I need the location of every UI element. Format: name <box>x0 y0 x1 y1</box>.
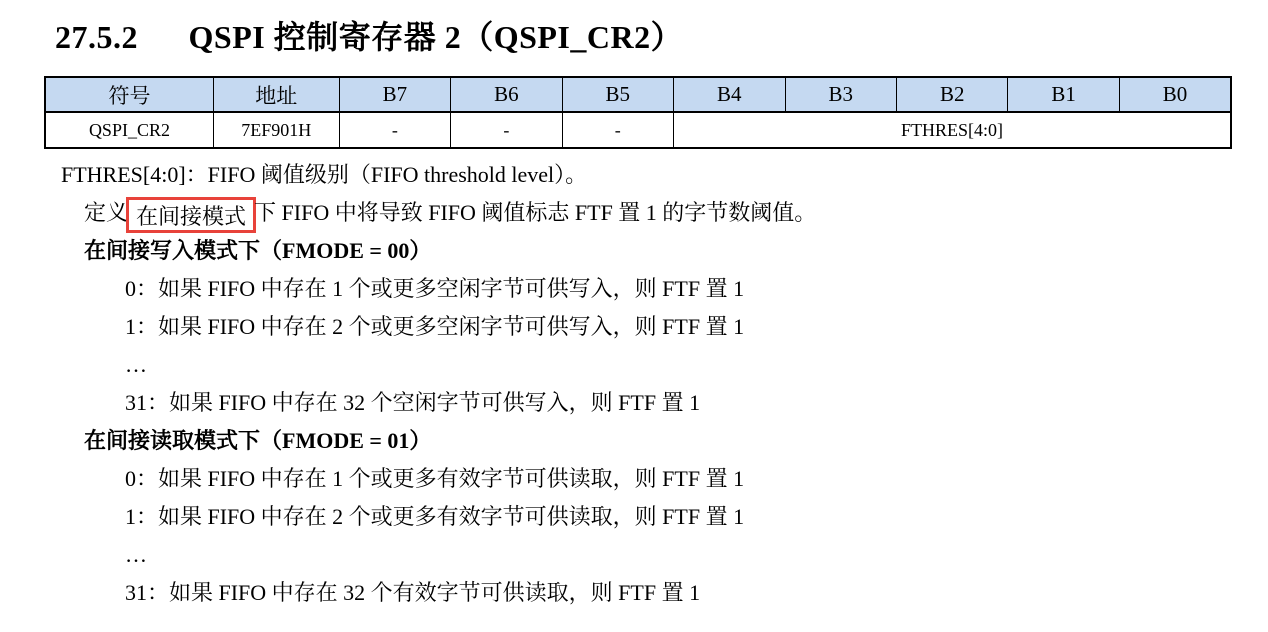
cell-b7: - <box>339 112 450 148</box>
write-mode-item: 1：如果 FIFO 中存在 2 个或更多空闲字节可供写入，则 FTF 置 1 <box>125 314 745 339</box>
read-mode-heading: 在间接读取模式下（FMODE = 01） <box>84 428 432 453</box>
section-number: 27.5.2 <box>55 19 138 55</box>
write-mode-item: 0：如果 FIFO 中存在 1 个或更多空闲字节可供写入，则 FTF 置 1 <box>125 276 745 301</box>
col-header-b0: B0 <box>1119 77 1231 112</box>
col-header-b1: B1 <box>1008 77 1119 112</box>
col-header-b2: B2 <box>896 77 1007 112</box>
cell-fthres: FTHRES[4:0] <box>674 112 1231 148</box>
table-header-row <box>45 77 1231 112</box>
table-row <box>45 112 1231 148</box>
col-header-b3: B3 <box>785 77 896 112</box>
col-header-b4: B4 <box>674 77 785 112</box>
read-mode-item: 1：如果 FIFO 中存在 2 个或更多有效字节可供读取，则 FTF 置 1 <box>125 504 745 529</box>
col-header-b5: B5 <box>562 77 673 112</box>
cell-address: 7EF901H <box>213 112 339 148</box>
definition-before: 定义 <box>84 200 129 225</box>
col-header-symbol: 符号 <box>45 77 213 112</box>
write-mode-item: 31：如果 FIFO 中存在 32 个空闲字节可供写入，则 FTF 置 1 <box>125 390 701 415</box>
read-mode-item: 0：如果 FIFO 中存在 1 个或更多有效字节可供读取，则 FTF 置 1 <box>125 466 745 491</box>
write-mode-ellipsis: … <box>125 352 147 377</box>
field-definition-line: FTHRES[4:0]：FIFO 阈值级别（FIFO threshold level）。 <box>61 162 588 187</box>
description-block <box>44 156 1232 612</box>
read-mode-ellipsis: … <box>125 542 147 567</box>
red-highlight-box: 在间接模式 <box>126 197 256 233</box>
col-header-b6: B6 <box>451 77 562 112</box>
register-table <box>44 76 1232 149</box>
read-mode-item: 31：如果 FIFO 中存在 32 个有效字节可供读取，则 FTF 置 1 <box>125 580 701 605</box>
cell-symbol: QSPI_CR2 <box>45 112 213 148</box>
definition-after: 下 FIFO 中将导致 FIFO 阈值标志 FTF 置 1 的字节数阈值。 <box>254 200 817 225</box>
col-header-b7: B7 <box>339 77 450 112</box>
definition-line <box>84 194 1232 232</box>
section-title <box>55 12 1232 58</box>
section-title-text: QSPI 控制寄存器 2（QSPI_CR2） <box>188 19 684 55</box>
cell-b5: - <box>562 112 673 148</box>
col-header-address: 地址 <box>213 77 339 112</box>
cell-b6: - <box>451 112 562 148</box>
write-mode-heading: 在间接写入模式下（FMODE = 00） <box>84 238 432 263</box>
